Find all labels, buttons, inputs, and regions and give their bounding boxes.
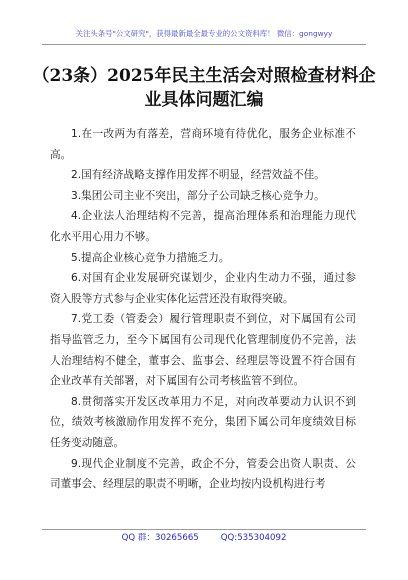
header-banner: 关注头条号"公文研究"，获得最新最全最专业的公文资料库！ 微信：gongwyy xyxy=(75,29,333,38)
paragraph-5: 5.提高企业核心竞争力措施乏力。 xyxy=(71,251,230,264)
document-title: （23条）2025年民主生活会对照检查材料企业具体问题汇编 xyxy=(32,66,376,110)
paragraph-3: 3.集团公司主业不突出，部分子公司缺乏核心竞争力。 xyxy=(71,189,325,202)
paragraph-6: 6.对国有企业发展研究谋划少，企业内生动力不强，通过参资入股等方式参与企业实体化运营还没有取得突破。 xyxy=(50,272,356,305)
paragraph-8: 8.贯彻落实开发区改革用力不足，对向改革要动力认识不到位，绩效考核激励作用发挥不充分，集团下属公司年度绩效目标任务变动随意。 xyxy=(50,395,356,449)
paragraph-4: 4.企业法人治理结构不完善，提高治理体系和治理能力现代化水平用心用力不够。 xyxy=(50,210,356,243)
paragraph-2: 2.国有经济战略支撑作用发挥不明显，经营效益不佳。 xyxy=(71,169,325,182)
paragraph-7: 7.党工委（管委会）履行管理职责不到位，对下属国有公司指导监管乏力，至今下属国有公司现代化管理制度仍不完善，法人治理结构不健全，董事会、监事会、经理层等设置不符合国有企业改革有关部署，对下属国有公司考核监管不到位。 xyxy=(50,313,356,388)
footer-divider xyxy=(42,529,366,530)
document-body xyxy=(50,124,356,495)
paragraph-1: 1.在一改两为有落差，营商环境有待优化，服务企业标准不高。 xyxy=(50,128,356,161)
header-divider xyxy=(42,44,366,45)
footer-qq: QQ:535304092 xyxy=(220,533,287,543)
footer-qq-group: QQ 群：30265665 xyxy=(121,533,199,543)
footer xyxy=(0,532,408,544)
paragraph-9: 9.现代企业制度不完善，政企不分，管委会出资人职责、公司董事会、经理层的职责不明晰，企业均按内设机构进行考 xyxy=(50,457,356,491)
